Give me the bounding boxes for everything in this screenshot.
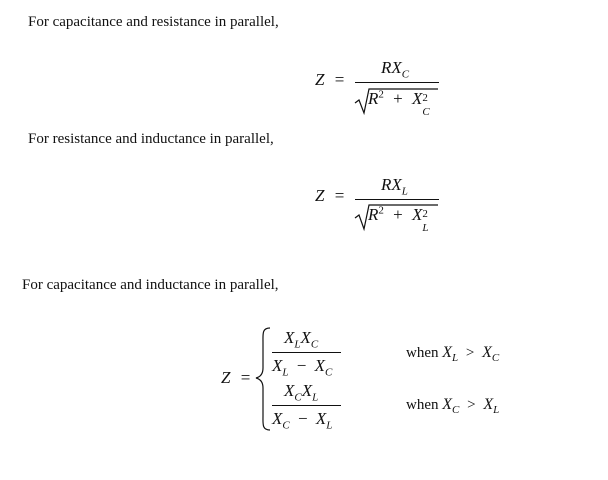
denominator: $R^2 + X$ 2 L [368, 204, 429, 234]
case1-numerator: $X_LX_C$ [284, 328, 319, 351]
lhs-z: Z [315, 186, 325, 205]
case2-condition: when $X_C > X_L$ [406, 396, 500, 416]
case1-denominator: $X_L - X_C$ [272, 356, 333, 379]
case1-condition: when $X_L > X_C$ [406, 344, 500, 364]
case2-denominator: $X_C - X_L$ [272, 409, 333, 432]
numerator: $RX_L$ [381, 175, 408, 198]
denominator: $R^2 + X$ 2 C [368, 88, 430, 118]
intro-capacitance-inductance: For capacitance and inductance in parallel, [22, 277, 279, 293]
equals-sign: = [334, 186, 345, 205]
equals-sign: = [334, 70, 345, 89]
lhs-z: Z [315, 70, 325, 89]
intro-resistance-inductance: For resistance and inductance in parallel, [28, 131, 274, 147]
lhs-z: Z [221, 368, 231, 387]
equals-sign: = [240, 368, 251, 387]
case1-fraction-bar [272, 352, 341, 353]
numerator: $RX_C$ [381, 58, 410, 81]
case2-numerator: $X_CX_L$ [284, 381, 319, 404]
case2-fraction-bar [272, 405, 341, 406]
intro-capacitance-resistance: For capacitance and resistance in parallel, [28, 14, 279, 30]
